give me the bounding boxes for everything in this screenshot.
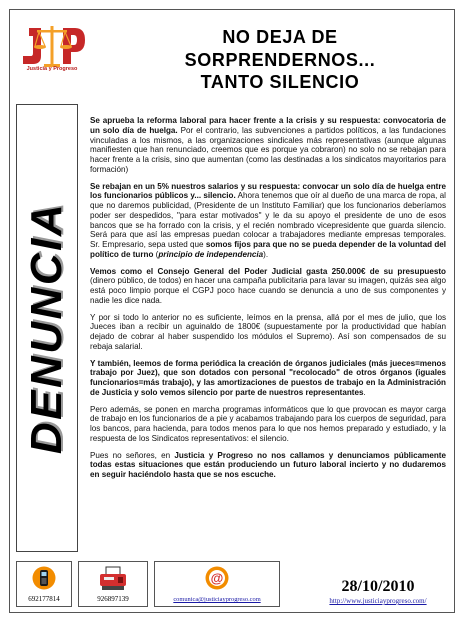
email-cell (154, 561, 280, 607)
phone-cell (16, 561, 72, 607)
headline-line: NO DEJA DE (222, 27, 338, 47)
bold-text: Se aprueba la reforma laboral para hacer frente a la crisis y su respuesta: convocatoria de un solo día de huelga. (90, 116, 446, 135)
body-text: Pues no señores, en (90, 450, 175, 460)
justicia-scales-logo-icon (15, 22, 89, 90)
body-paragraph (90, 267, 446, 306)
body-text: (dinero público, de todos) en hacer una campaña publicitaria para lavar su imagen, quizás sea algo está poco limpio porque el CGPJ poco hace cuando se denuncia a uno de sus componentes y nadie les dice nada. (90, 276, 446, 305)
headline (150, 26, 410, 94)
bold-text: principio de independencia (158, 249, 264, 259)
phone-number: 692177814 (28, 595, 60, 603)
article-body (90, 116, 446, 487)
email-link[interactable]: comunica@justiciayprogreso.com (173, 596, 261, 603)
body-paragraph (90, 405, 446, 444)
logo-label: Justicia y Progreso (26, 66, 78, 72)
body-paragraph (90, 182, 446, 260)
mobile-phone-icon (32, 566, 56, 590)
at-sign-icon (205, 566, 229, 590)
headline-line: TANTO SILENCIO (200, 72, 360, 92)
document-date: 28/10/2010 (341, 578, 415, 595)
body-text: ). (263, 249, 269, 259)
side-banner-text: DENUNCIA (22, 201, 71, 455)
headline-line: SORPRENDERNOS... (184, 49, 376, 70)
body-text: Por el contrario, las subvenciones a partidos políticos, a las fundaciones vinculadas a los mismos, a las organizaciones sindicales más representativas (aunque algunas manifiesten que han renunciado, creemos que es porque ya cobraron) no solo no se rebajan para hacer frente a la crisis, sino que aumentan (como las destinadas a los sindicatos mayoritarios para formación) (90, 125, 446, 174)
body-paragraph (90, 451, 446, 480)
fax-cell (78, 561, 148, 607)
body-text: Pero además, se ponen en marcha programas informáticos que lo que provocan es mayor carga de trabajo en los funcionarios de a pie y acabamos trabajando para los cuerpos de seguridad, para los bancos, para hacienda, para todos menos para lo que nos hemos preparado y estudiado, y la respuesta de los Sindicatos representativos: el silencio. (90, 404, 446, 443)
body-paragraph (90, 313, 446, 352)
fax-icon (98, 566, 128, 592)
body-text: ( (153, 249, 159, 259)
bold-text: Se rebajan en un 5% nuestros salarios y su respuesta: convocar un solo día de huelga entre los funcionarios públicos y... silencio. (90, 181, 446, 201)
body-text: Ahora tenemos que oír al dueño de una marca de ropa, al que no daremos publicidad, (Presidente de un Instituto Familiar) que los funcionarios deberíamos poder ser despedidos, "para estar motivados" y le da su apoyo el presidente de uno de esos bancos que se ha forrado con la crisis, y el recién nombrado vicepresidente que guarda silencio. Será para que así las empresas puedan colocar a trabajadores mediante empresas temporales. Sr. Empresario, sepa usted que (90, 191, 446, 249)
bold-text: Vemos como el Consejo General del Poder Judicial gasta 250.000€ de su presupuesto (90, 266, 446, 276)
body-text: Y por si todo lo anterior no es suficiente, leímos en la prensa, allá por el mes de julio, que los Jueces iban a recibir un aguinaldo de 1800€ (supuestamente por la productividad que habían dejado de cobrar al haber suspendido los módulos el Supremo). Así son compensados de su rebaja salarial. (90, 312, 446, 351)
bold-text: Justicia y Progreso no nos callamos y denunciamos públicamente todas estas situaciones que están produciendo un futuro laboral incierto y no dudaremos en seguir haciéndolo hasta que se nos escuche. (90, 450, 446, 479)
body-paragraph (90, 116, 446, 175)
website-link[interactable]: http://www.justiciayprogreso.com/ (329, 597, 427, 605)
body-text: . (363, 387, 366, 397)
body-paragraph (90, 359, 446, 398)
bold-text: Y también, leemos de forma periódica la creación de órganos judiciales (más jueces=menos trabajo por Juez), que son dotados con personal "recolocado" de otros órganos (iguales funcionarios=más trabajo), y las amortizaciones de puestos de trabajo en la Administración de Justicia y solo vemos silencio por parte de nuestros representantes (90, 358, 446, 397)
svg-text:@: @ (210, 570, 224, 586)
bold-text: somos fijos para que no se pueda depender de la voluntad del político de turno (90, 240, 447, 259)
fax-number: 926897139 (97, 595, 129, 603)
